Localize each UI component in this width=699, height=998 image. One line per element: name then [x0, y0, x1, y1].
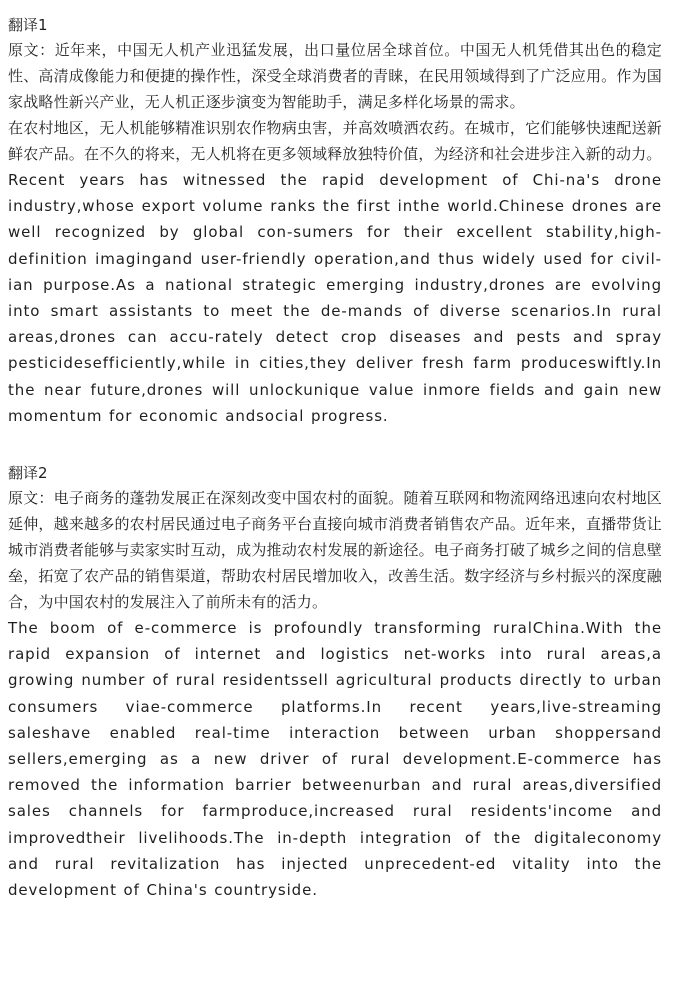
translation-1-english-paragraph: Recent years has witnessed the rapid development of Chi-na's drone industry,whose export volume ranks the first inthe world.Chinese drones are well recognized by global con-sumers for their excellent stability,high-definition imagingand user-friendly operation,and thus widely used for civil-ian purpose.As a national strategic emerging industry,drones are evolving into smart assistants to meet the de-mands of diverse scenarios.In rural areas,drones can accu-rately detect crop diseases and pests and spray pesticidesefficiently,while in cities,they deliver fresh farm produceswiftly.In the near future,drones will unlockunique value inmore fields and gain new momentum for economic andsocial progress. [8, 171, 662, 425]
translation-2-section [8, 462, 662, 903]
document-body [8, 14, 662, 903]
translation-1-source-paragraph-2: 在农村地区，无人机能够精准识别农作物病虫害，并高效喷洒农药。在城市，它们能够快速配送新鲜农产品。在不久的将来，无人机将在更多领域释放独特价值，为经济和社会进步注入新的动力。 [8, 119, 662, 163]
translation-2-source-paragraph: 原文：电子商务的蓬勃发展正在深刻改变中国农村的面貌。随着互联网和物流网络迅速向农村地区延伸，越来越多的农村居民通过电子商务平台直接向城市消费者销售农产品。近年来，直播带货让城市消费者能够与卖家实时互动，成为推动农村发展的新途径。电子商务打破了城乡之间的信息壁垒，拓宽了农产品的销售渠道，帮助农村居民增加收入，改善生活。数字经济与乡村振兴的深度融合，为中国农村的发展注入了前所未有的活力。 [8, 489, 662, 612]
translation-2-english-paragraph: The boom of e-commerce is profoundly transforming ruralChina.With the rapid expansion of internet and logistics net-works into rural areas,a growing number of rural residentssell agricultural products directly to urban consumers viae-commerce platforms.In recent years,live-streaming saleshave enabled real-time interaction between urban shoppersand sellers,emerging as a new driver of rural development.E-commerce has removed the information barrier betweenurban and rural areas,diversified sales channels for farmproduce,increased rural residents'income and improvedtheir livelihoods.The in-depth integration of the digitaleconomy and rural revitalization has injected unprecedent-ed vitality into the development of China's countryside. [8, 619, 662, 900]
translation-1-section [8, 14, 662, 429]
translation-1-heading: 翻译1 [8, 16, 48, 34]
translation-2-heading: 翻译2 [8, 464, 48, 483]
section-spacer [8, 429, 662, 462]
translation-1-source-paragraph-1: 原文：近年来，中国无人机产业迅猛发展，出口量位居全球首位。中国无人机凭借其出色的稳定性、高清成像能力和便捷的操作性，深受全球消费者的青睐，在民用领域得到了广泛应用。作为国家战略性新兴产业，无人机正逐步演变为智能助手，满足多样化场景的需求。 [8, 41, 662, 111]
